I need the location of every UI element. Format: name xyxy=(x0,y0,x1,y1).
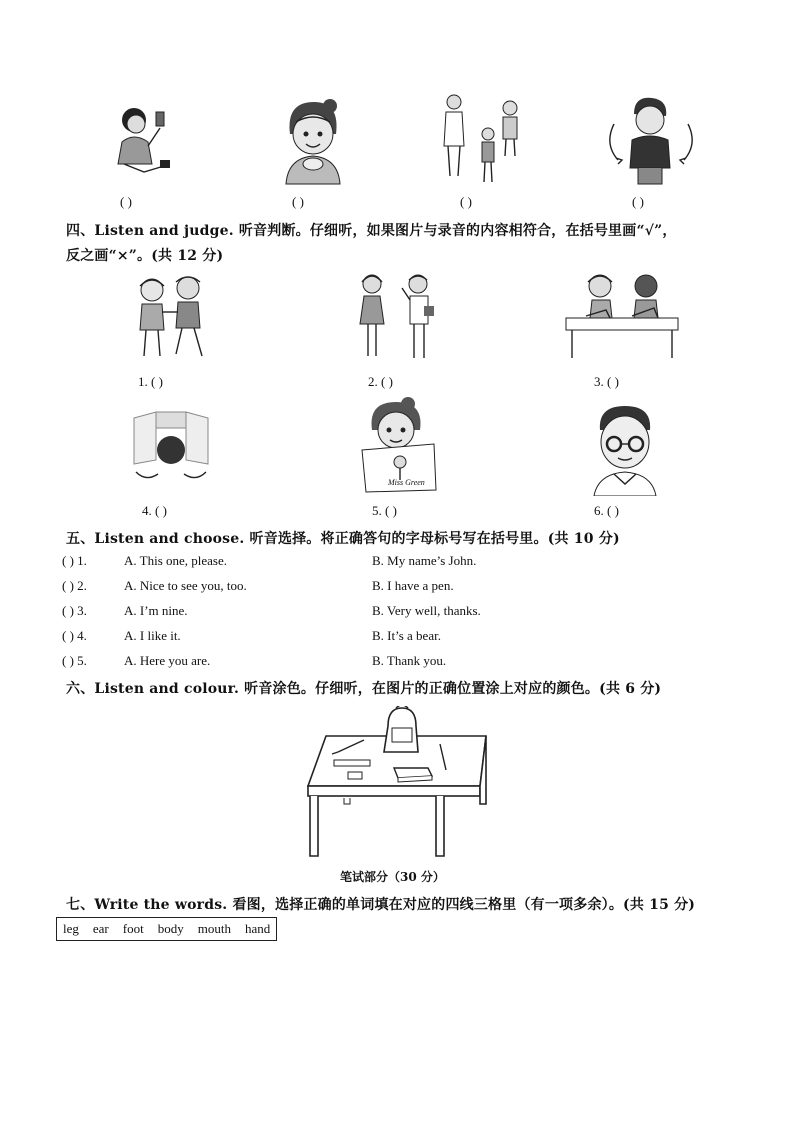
top-answer-bracket-2[interactable]: ( ) xyxy=(292,194,304,209)
section4-label-2[interactable]: 2. ( ) xyxy=(368,374,393,389)
section5-question-2 xyxy=(62,578,722,598)
option-a: A. I like it. xyxy=(124,628,181,643)
word-bank-word: foot xyxy=(122,921,144,936)
section6-title: 六、Listen and colour. 听音涂色。仔细听，在图片的正确位置涂上对应的颜色。(共 6 分) xyxy=(66,681,662,697)
top-answer-bracket-3[interactable]: ( ) xyxy=(460,194,472,209)
picture-desk-with-school-things[interactable] xyxy=(304,706,494,858)
option-b: B. It’s a bear. xyxy=(372,628,441,643)
section5-question-5 xyxy=(62,653,722,673)
option-b: B. Thank you. xyxy=(372,653,447,668)
section5-question-1 xyxy=(62,553,722,573)
answer-bracket[interactable]: ( ) 2. xyxy=(62,578,87,593)
word-bank-box xyxy=(56,917,277,941)
section4-title-line2: 反之画“×”。(共 12 分) xyxy=(66,248,224,264)
picture-boy-with-glasses xyxy=(590,400,660,496)
answer-bracket[interactable]: ( ) 3. xyxy=(62,603,87,618)
picture-girl-and-boy xyxy=(354,270,440,364)
word-bank-word: hand xyxy=(244,921,271,936)
option-b: B. My name’s John. xyxy=(372,553,477,568)
picture-teacher-and-kids xyxy=(440,92,526,186)
section4-label-4[interactable]: 4. ( ) xyxy=(142,503,167,518)
option-a: A. Here you are. xyxy=(124,653,211,668)
option-b: B. I have a pen. xyxy=(372,578,454,593)
option-a: A. Nice to see you, too. xyxy=(124,578,247,593)
option-a: A. I’m nine. xyxy=(124,603,188,618)
answer-bracket[interactable]: ( ) 4. xyxy=(62,628,87,643)
top-answer-bracket-4[interactable]: ( ) xyxy=(632,194,644,209)
written-part-heading: 笔试部分（30 分） xyxy=(340,870,445,884)
top-answer-bracket-1[interactable]: ( ) xyxy=(120,194,132,209)
option-a: A. This one, please. xyxy=(124,553,228,568)
answer-bracket[interactable]: ( ) 5. xyxy=(62,653,87,668)
option-b: B. Very well, thanks. xyxy=(372,603,481,618)
word-bank-word: body xyxy=(157,921,184,936)
section4-title: 四、Listen and judge. 听音判断。仔细听，如果图片与录音的内容相符合，在括号里画“√”， xyxy=(66,223,677,239)
section4-label-1[interactable]: 1. ( ) xyxy=(138,374,163,389)
section4-label-5[interactable]: 5. ( ) xyxy=(372,503,397,518)
section5-question-3 xyxy=(62,603,722,623)
picture-girl-smiling xyxy=(278,94,348,186)
picture-globe-and-maps xyxy=(126,408,216,484)
section5-title: 五、Listen and choose. 听音选择。将正确答句的字母标号写在括号里。(共 10 分) xyxy=(66,531,620,547)
section7-title: 七、Write the words. 看图，选择正确的单词填在对应的四线三格里（有一项多余）。(共 15 分) xyxy=(66,897,696,913)
picture-two-kids-greeting xyxy=(126,272,218,364)
section4-label-3[interactable]: 3. ( ) xyxy=(594,374,619,389)
picture-girl-sitting xyxy=(104,102,176,180)
word-bank-word: mouth xyxy=(197,921,231,936)
word-bank-word: ear xyxy=(92,921,109,936)
section5-question-4 xyxy=(62,628,722,648)
drawing-caption: Miss Green xyxy=(388,478,425,487)
picture-kids-at-desk-reading xyxy=(562,270,682,362)
word-bank-word: leg xyxy=(63,921,79,936)
answer-bracket[interactable]: ( ) 1. xyxy=(62,553,87,568)
section4-label-6[interactable]: 6. ( ) xyxy=(594,503,619,518)
picture-boy-turning-around xyxy=(604,94,698,186)
